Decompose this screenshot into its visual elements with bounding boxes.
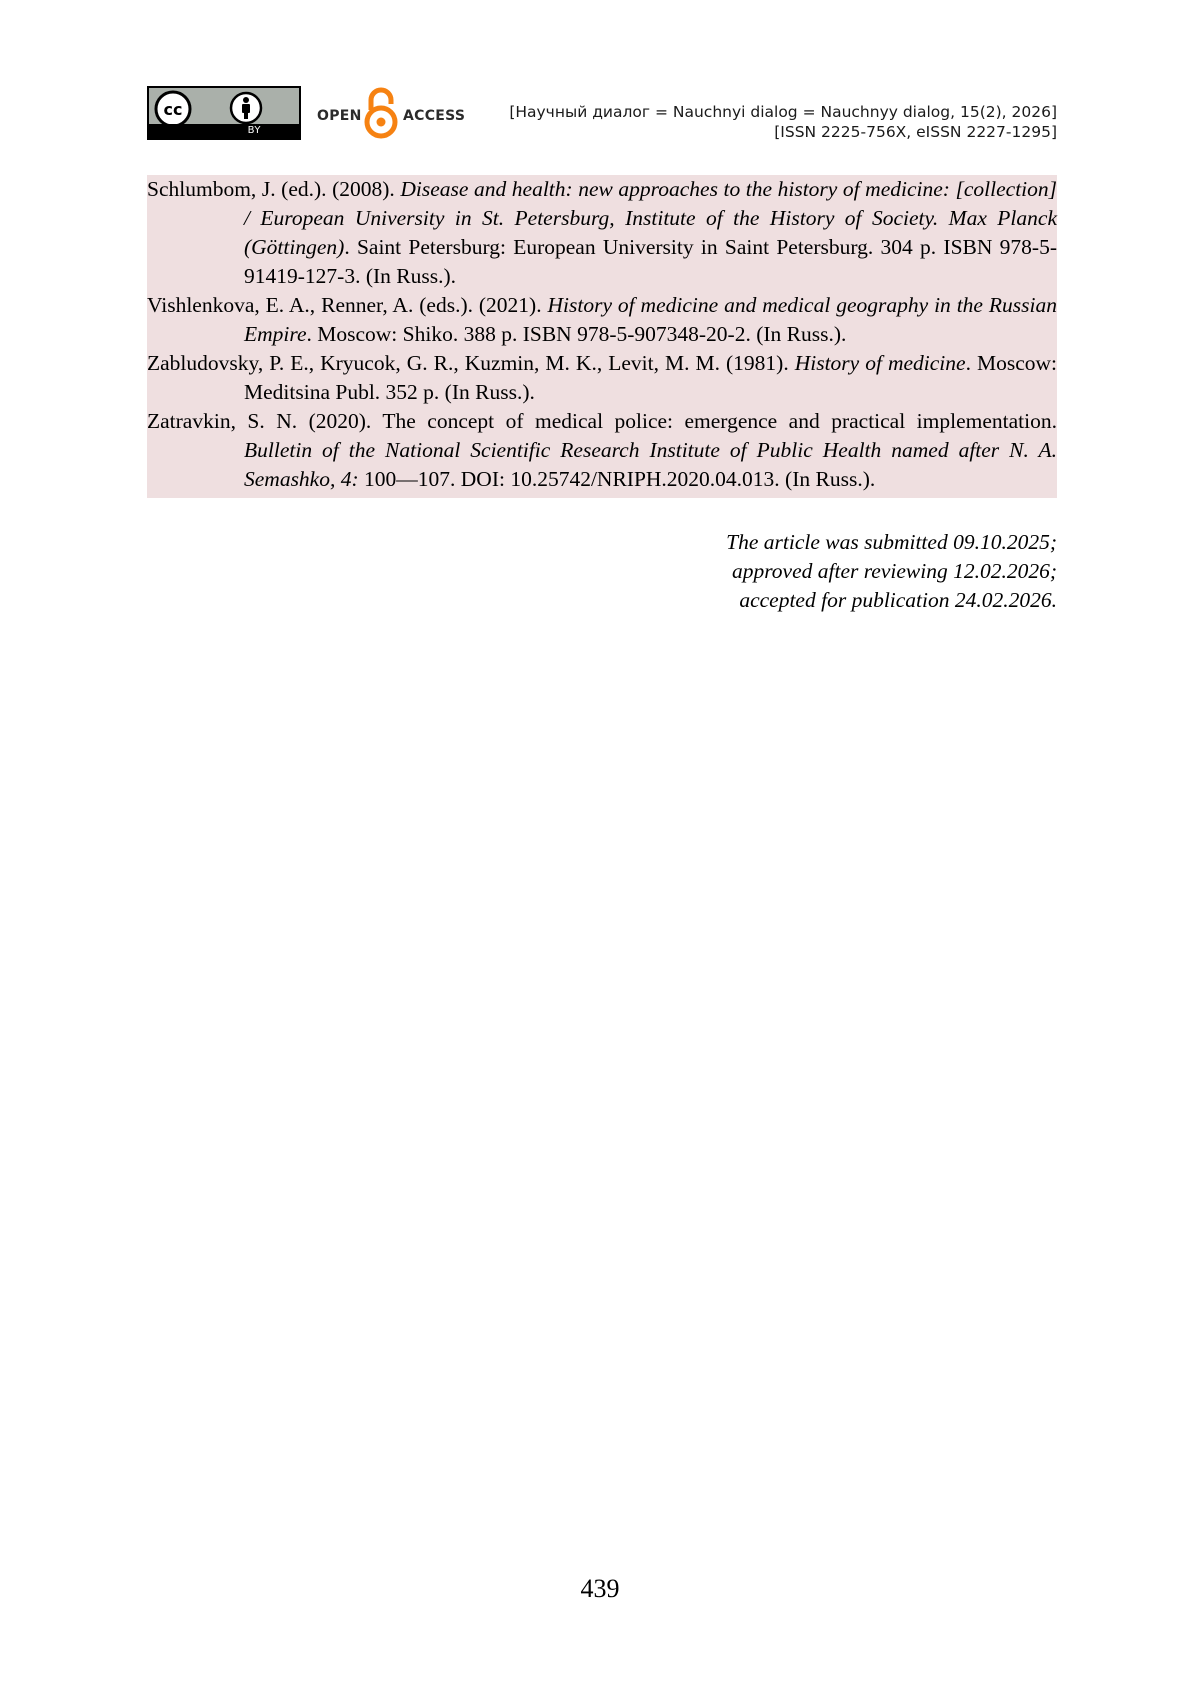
reference-title: Disease and health: new approaches to the history of medicine: [collection] / European University in St. Petersburg, Institute of the History of Society. Max Planck (Göttingen) (244, 177, 1058, 259)
cc-by-license-badge[interactable] (147, 86, 301, 140)
reference-details: 100—107. DOI: 10.25742/NRIPH.2020.04.013. (In Russ.). (358, 467, 876, 491)
open-access-logo[interactable] (317, 86, 467, 140)
reference-title: History of medicine (794, 351, 966, 375)
svg-text:cc: cc (163, 100, 183, 119)
cc-icon (153, 89, 193, 129)
reference-list (147, 175, 1057, 498)
open-access-lock-icon (363, 86, 399, 140)
reference-title: Bulletin of the National Scientific Research Institute of Public Health named after N. A. Semashko, 4: (244, 438, 1057, 491)
open-access-word-access: ACCESS (403, 108, 466, 124)
page-header (147, 86, 1057, 142)
attribution-person-icon (229, 91, 263, 125)
reference-title: History of medicine and medical geography in the Russian Empire (244, 293, 1057, 346)
badge-by-label: BY (247, 125, 261, 136)
reference-authors: Schlumbom, J. (ed.). (2008). (147, 177, 401, 201)
submitted-date: The article was submitted 09.10.2025; (726, 530, 1057, 554)
approved-date: approved after reviewing 12.02.2026; (731, 559, 1057, 583)
accepted-date: accepted for publication 24.02.2026. (739, 588, 1057, 612)
page-number: 439 (580, 1574, 620, 1603)
journal-citation: [Научный диалог = Nauchnyi dialog = Nauchnyy dialog, 15(2), 2026] (509, 103, 1057, 121)
reference-entry (147, 349, 1057, 407)
reference-details: . Moscow: Shiko. 388 p. ISBN 978-5-907348-20-2. (In Russ.). (306, 322, 847, 346)
reference-details: . Saint Petersburg: European University in Saint Petersburg. 304 p. ISBN 978-5-91419-127-3. (In Russ.). (244, 235, 1057, 288)
reference-authors: Zatravkin, S. N. (2020). The concept of medical police: emergence and practical implementation. (147, 409, 1057, 433)
open-access-word-open: OPEN (317, 108, 362, 124)
journal-reference (509, 102, 1057, 142)
submission-dates (726, 528, 1057, 615)
reference-entry (147, 291, 1057, 349)
reference-authors: Zabludovsky, P. E., Kryucok, G. R., Kuzmin, M. K., Levit, M. M. (1981). (147, 351, 795, 375)
badge-strip (149, 124, 299, 138)
reference-entry (147, 175, 1057, 291)
reference-entry (147, 407, 1057, 494)
journal-issn: [ISSN 2225-756X, eISSN 2227-1295] (774, 123, 1057, 141)
reference-authors: Vishlenkova, E. A., Renner, A. (eds.). (2021). (147, 293, 548, 317)
reference-details: . Moscow: Meditsina Publ. 352 p. (In Russ.). (244, 351, 1057, 404)
